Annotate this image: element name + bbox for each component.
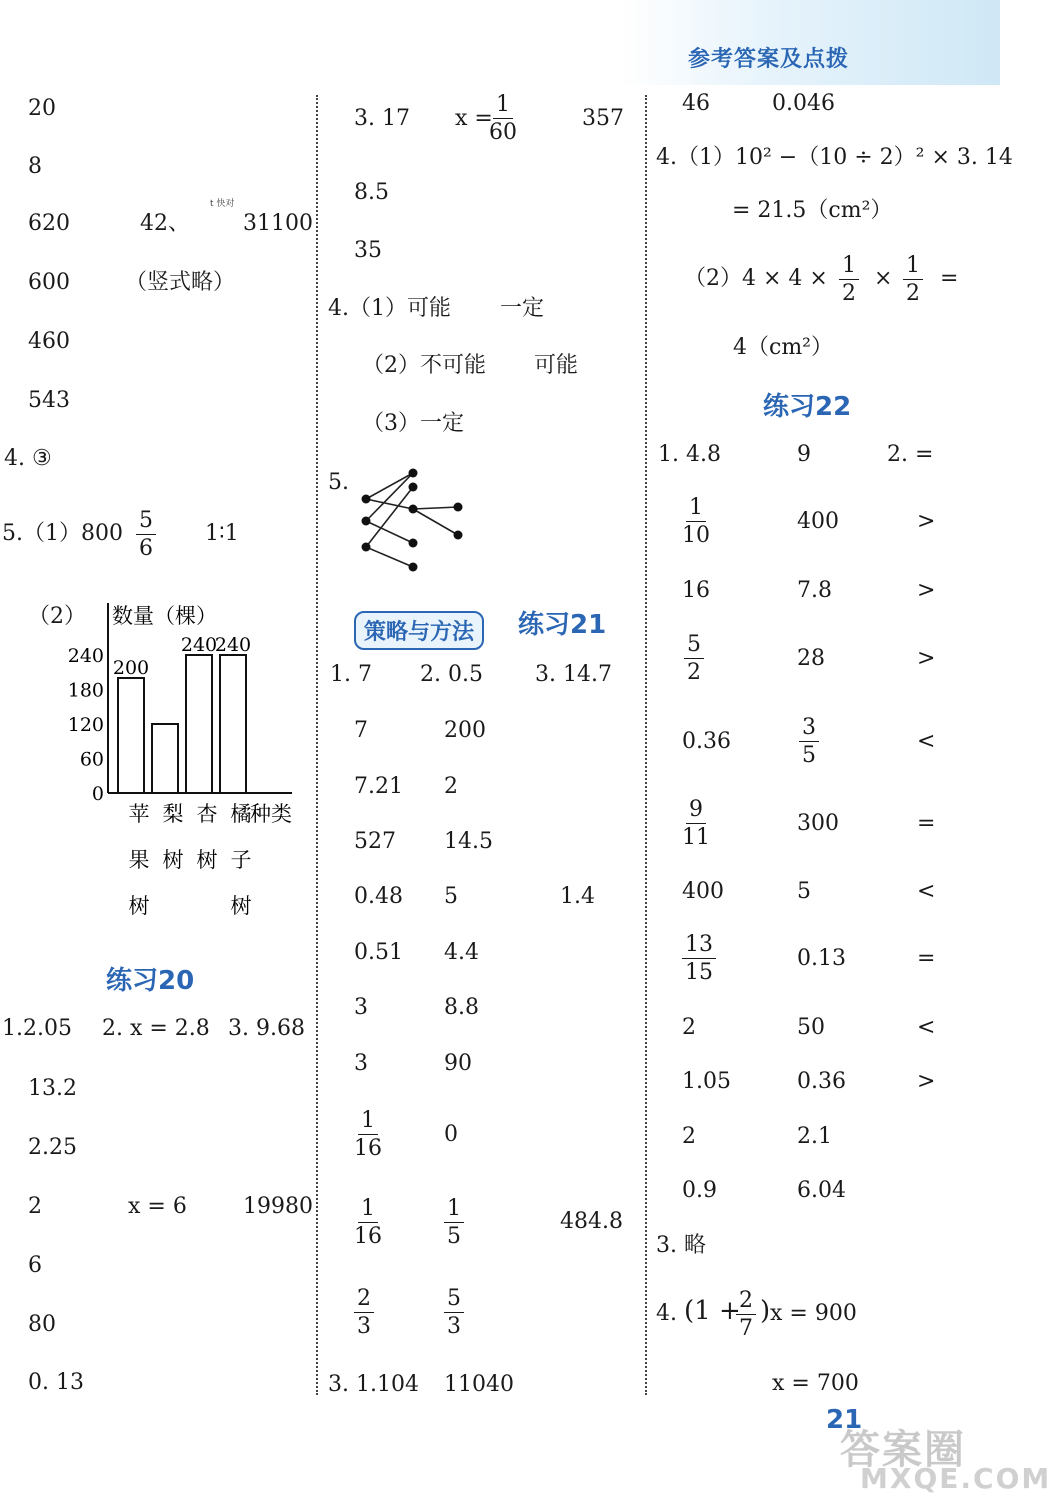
answer-line: 0.36 xyxy=(682,729,731,754)
answer-line: 8.8 xyxy=(444,995,479,1020)
answer-line: 6 xyxy=(28,1253,42,1278)
x-tick-label: 树 xyxy=(128,894,150,918)
answer-line: 6.04 xyxy=(797,1178,846,1203)
answer-line: 3. 14.7 xyxy=(535,662,612,687)
fraction xyxy=(903,255,923,305)
answer-line: 35 xyxy=(354,238,382,263)
fraction xyxy=(354,1198,382,1248)
numerator: 1 xyxy=(444,1198,464,1223)
answer-line: 3. 9.68 xyxy=(228,1016,305,1041)
numerator: 13 xyxy=(682,934,716,959)
answer-line: 3. 17 xyxy=(354,106,410,131)
answer-line: 14.5 xyxy=(444,829,493,854)
bar xyxy=(186,655,212,793)
answer-line: 9 xyxy=(797,442,811,467)
y-tick-label: 0 xyxy=(91,783,104,805)
answer-line: 400 xyxy=(682,879,724,904)
answer-line: 16 xyxy=(682,578,710,603)
fraction xyxy=(682,934,716,984)
answer-line: 1. 7 xyxy=(330,662,372,687)
numerator: 2 xyxy=(354,1288,374,1313)
denominator: 5 xyxy=(802,743,816,768)
answer-line: < xyxy=(917,879,936,904)
numerator: 5 xyxy=(136,510,156,535)
answer-line: 0. 13 xyxy=(28,1370,84,1395)
answer-line: 4. xyxy=(656,1301,677,1326)
answer-line: 3 xyxy=(354,995,368,1020)
section-title-lianxi20: 练习20 xyxy=(106,966,195,996)
fraction xyxy=(736,1290,756,1340)
answer-line: 600 xyxy=(28,270,70,295)
strategy-tag: 策略与方法 xyxy=(354,611,484,650)
tiny-note: t 快对 xyxy=(210,199,235,209)
denominator: 16 xyxy=(354,1136,382,1161)
numerator: 1 xyxy=(839,255,859,280)
answer-line: 460 xyxy=(28,329,70,354)
x-tick-label: 梨 xyxy=(162,802,184,826)
section-title-lianxi21: 练习21 xyxy=(518,610,607,640)
y-axis-label: 数量（棵） xyxy=(112,604,217,628)
fraction xyxy=(682,799,710,849)
numerator: 1 xyxy=(493,94,513,119)
fraction xyxy=(799,717,819,767)
answer-line: 5. xyxy=(328,470,349,495)
answer-line: 1. 4.8 xyxy=(658,442,721,467)
bar xyxy=(220,655,246,793)
answer-line: 7 xyxy=(354,718,368,743)
fraction xyxy=(444,1288,464,1338)
answer-line: 1.4 xyxy=(560,884,595,909)
denominator: 10 xyxy=(682,523,710,548)
answer-line: 46 xyxy=(682,91,710,116)
answer-line: 一定 xyxy=(500,296,545,321)
answer-line: 7.21 xyxy=(354,774,403,799)
answer-line: 400 xyxy=(797,509,839,534)
y-tick-label: 240 xyxy=(67,645,104,667)
answer-line: 1.2.05 xyxy=(2,1016,72,1041)
x-tick-label: 子 xyxy=(230,848,252,872)
answer-line: 3. 略 xyxy=(656,1233,706,1258)
denominator: 7 xyxy=(739,1316,753,1341)
denominator: 16 xyxy=(354,1224,382,1249)
answer-line: = xyxy=(917,946,936,971)
answer-line: 8.5 xyxy=(354,180,389,205)
answer-line: 357 xyxy=(582,106,624,131)
bar-data-label: 200 xyxy=(112,657,150,679)
answer-line: 4.4 xyxy=(444,940,479,965)
answer-line: 2. 0.5 xyxy=(420,662,483,687)
denominator: 3 xyxy=(357,1314,371,1339)
answer-line: 2 xyxy=(444,774,458,799)
answer-line: 19980 xyxy=(243,1194,313,1219)
numerator: 1 xyxy=(358,1110,378,1135)
answer-line: 0.48 xyxy=(354,884,403,909)
answer-line: 8 xyxy=(28,154,42,179)
answer-line: 可能 xyxy=(534,353,579,378)
answer-line: > xyxy=(917,646,936,671)
answer-line: > xyxy=(917,509,936,534)
denominator: 2 xyxy=(687,660,701,685)
y-tick-label: 120 xyxy=(67,714,104,736)
answer-line: 0.13 xyxy=(797,946,846,971)
fraction xyxy=(136,510,156,560)
denominator: 5 xyxy=(447,1224,461,1249)
answer-line: 80 xyxy=(28,1312,56,1337)
answer-line: x = xyxy=(455,106,493,131)
y-tick-label: 180 xyxy=(67,679,104,702)
matching-diagram xyxy=(355,465,475,580)
answer-line: 2 xyxy=(682,1124,696,1149)
answer-line: 50 xyxy=(797,1015,825,1040)
answer-line: = 21.5（cm²） xyxy=(732,198,893,223)
denominator: 60 xyxy=(489,120,517,145)
numerator: 1 xyxy=(903,255,923,280)
answer-line: x = 900 xyxy=(770,1301,857,1326)
answer-line: 4.（1）10² −（10 ÷ 2）² × 3. 14 xyxy=(656,145,1013,170)
answer-line: 5.（1）800 xyxy=(2,521,123,546)
answer-line: 31100 xyxy=(243,211,313,236)
x-axis-label: 种类 xyxy=(250,802,292,826)
numerator: 5 xyxy=(444,1288,464,1313)
answer-line: 42、 xyxy=(140,211,190,236)
answer-line: 1∶1 xyxy=(205,521,239,546)
numerator: 5 xyxy=(684,634,704,659)
paren-close: ) xyxy=(760,1296,771,1326)
answer-line: 0.9 xyxy=(682,1178,717,1203)
answer-line: 543 xyxy=(28,388,70,413)
denominator: 15 xyxy=(685,960,713,985)
answer-line: 484.8 xyxy=(560,1209,623,1234)
watermark-url: MXQE.COM xyxy=(860,1462,1051,1495)
answer-line: 5 xyxy=(444,884,458,909)
answer-line: 2. = xyxy=(887,442,934,467)
bar-data-label: 240 xyxy=(180,634,218,656)
numerator: 9 xyxy=(686,799,706,824)
fraction xyxy=(489,94,517,144)
answer-line: < xyxy=(917,1015,936,1040)
answer-line: = xyxy=(917,811,936,836)
answer-line: 90 xyxy=(444,1051,472,1076)
denominator: 2 xyxy=(906,281,920,306)
answer-line: 2 xyxy=(28,1194,42,1219)
answer-line: 300 xyxy=(797,811,839,836)
answer-line: 2 xyxy=(682,1015,696,1040)
answer-line: 0 xyxy=(444,1122,458,1147)
bar-chart xyxy=(60,595,310,925)
answer-line: 527 xyxy=(354,829,396,854)
answer-line: 4. ③ xyxy=(4,446,52,471)
answer-line: × xyxy=(874,266,893,291)
answer-line: 2. x = 2.8 xyxy=(102,1016,210,1041)
answer-line: 20 xyxy=(28,96,56,121)
answer-line: 0.51 xyxy=(354,940,403,965)
x-tick-label: 树 xyxy=(196,848,218,872)
answer-line: 1.05 xyxy=(682,1069,731,1094)
answer-line: > xyxy=(917,1069,936,1094)
page-number: 21 xyxy=(826,1405,863,1435)
denominator: 2 xyxy=(842,281,856,306)
fraction xyxy=(354,1288,374,1338)
answer-line: 620 xyxy=(28,211,70,236)
fraction xyxy=(354,1110,382,1160)
answer-line: （2）不可能 xyxy=(362,353,486,378)
numerator: 2 xyxy=(736,1290,756,1315)
answer-line: 28 xyxy=(797,646,825,671)
answer-line: 4.（1）可能 xyxy=(328,296,451,321)
fraction xyxy=(684,634,704,684)
fraction xyxy=(682,497,710,547)
answer-line: （竖式略） xyxy=(125,270,236,295)
answer-line: (1 + xyxy=(684,1296,741,1326)
answer-line: 3 xyxy=(354,1051,368,1076)
denominator: 11 xyxy=(682,825,710,850)
x-tick-label: 树 xyxy=(162,848,184,872)
numerator: 1 xyxy=(686,497,706,522)
section-title-lianxi22: 练习22 xyxy=(763,392,852,422)
column-divider xyxy=(316,95,318,1395)
answer-line: 4（cm²） xyxy=(733,335,833,360)
x-tick-label: 树 xyxy=(230,894,252,918)
answer-line: x = 700 xyxy=(772,1371,859,1396)
answer-line: 3. 1.104 xyxy=(328,1372,419,1397)
bar-data-label: 240 xyxy=(214,634,252,656)
answer-line: （2） xyxy=(28,604,86,629)
bar xyxy=(118,678,144,793)
column-divider xyxy=(645,95,647,1395)
denominator: 6 xyxy=(139,536,153,561)
answer-line: 11040 xyxy=(444,1372,514,1397)
answer-line: 200 xyxy=(444,718,486,743)
answer-line: = xyxy=(940,266,959,291)
answer-line: （2）4 × 4 × xyxy=(684,266,828,291)
answer-line: 7.8 xyxy=(797,578,832,603)
header-title: 参考答案及点拨 xyxy=(688,47,850,72)
answer-line: 13.2 xyxy=(28,1076,77,1101)
denominator: 3 xyxy=(447,1314,461,1339)
watermark: 答案圈 xyxy=(840,1427,966,1473)
answer-line: < xyxy=(917,729,936,754)
x-tick-label: 果 xyxy=(128,848,150,872)
x-tick-label: 杏 xyxy=(196,802,218,826)
answer-line: 2.1 xyxy=(797,1124,832,1149)
answer-line: x = 6 xyxy=(128,1194,187,1219)
numerator: 3 xyxy=(799,717,819,742)
answer-line: 2.25 xyxy=(28,1135,77,1160)
numerator: 1 xyxy=(358,1198,378,1223)
fraction xyxy=(839,255,859,305)
bar xyxy=(152,724,178,793)
answer-line: 0.36 xyxy=(797,1069,846,1094)
fraction xyxy=(444,1198,464,1248)
answer-line: （3）一定 xyxy=(362,411,464,436)
x-tick-label: 苹 xyxy=(128,802,150,826)
answer-line: > xyxy=(917,578,936,603)
answer-line: 5 xyxy=(797,879,811,904)
x-tick-label: 橘 xyxy=(230,802,252,826)
answer-line: 0.046 xyxy=(772,91,835,116)
y-tick-label: 60 xyxy=(79,748,104,771)
